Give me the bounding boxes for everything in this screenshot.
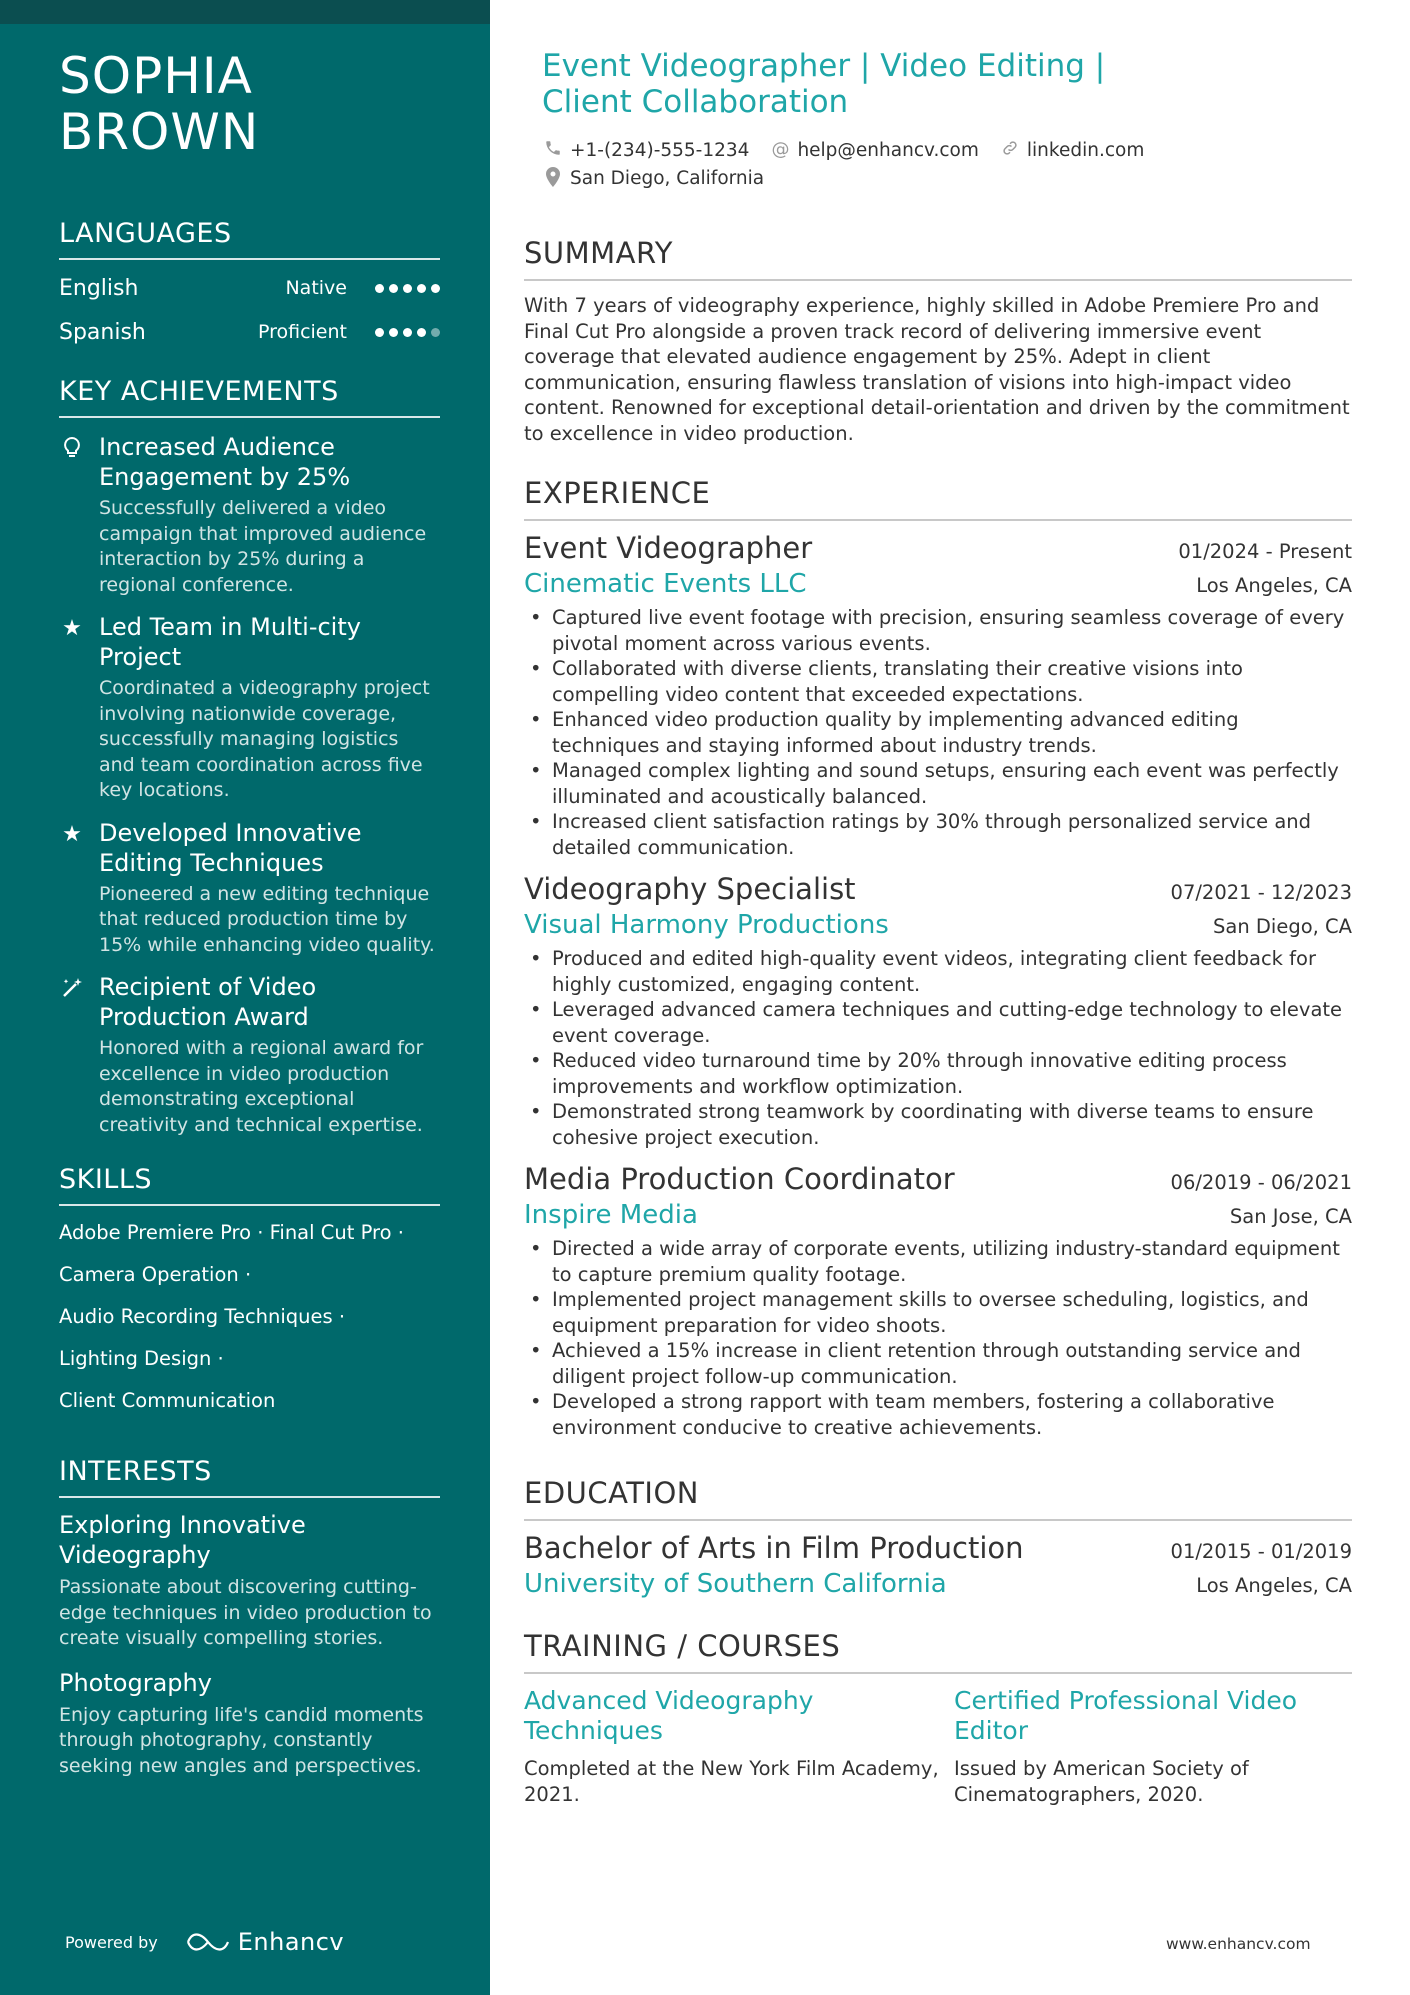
training-title: TRAINING / COURSES bbox=[524, 1629, 1352, 1674]
skills-title: SKILLS bbox=[59, 1164, 440, 1206]
rating-dot bbox=[375, 284, 384, 293]
powered-by bbox=[65, 1928, 344, 1956]
language-level: Proficient bbox=[257, 321, 347, 343]
headline: Event Videographer | Video Editing | Client Collaboration bbox=[542, 48, 1106, 120]
job-dates: 07/2021 - 12/2023 bbox=[1170, 881, 1352, 904]
job-entry bbox=[524, 531, 1352, 860]
bullet: • Implemented project management skills to oversee scheduling, logistics, and equipment preparation for video shoots. bbox=[524, 1287, 1352, 1338]
sidebar-top-band bbox=[0, 0, 490, 24]
job-location: San Jose, CA bbox=[1229, 1205, 1352, 1228]
bullet: • Enhanced video production quality by implementing advanced editing techniques and staying informed about industry trends. bbox=[524, 707, 1352, 758]
language-name: Spanish bbox=[59, 319, 146, 345]
degree: Bachelor of Arts in Film Production bbox=[524, 1531, 1024, 1565]
contact-phone[interactable] bbox=[542, 139, 749, 161]
job-title: Videography Specialist bbox=[524, 872, 856, 906]
skill-line: Audio Recording Techniques · bbox=[59, 1305, 346, 1328]
rating-dot bbox=[417, 328, 426, 337]
rating-dot bbox=[431, 284, 440, 293]
education-dates: 01/2015 - 01/2019 bbox=[1170, 1540, 1352, 1563]
language-level: Native bbox=[285, 277, 347, 299]
achievement-desc: Honored with a regional award for excellence in video production demonstrating exceptional creativity and technical expertise. bbox=[99, 1037, 424, 1136]
bullet: • Increased client satisfaction ratings by 30% through personalized service and detailed communication. bbox=[524, 809, 1352, 860]
linkedin-text: linkedin.com bbox=[1026, 139, 1145, 161]
star-icon: ★ bbox=[62, 821, 82, 847]
language-rating bbox=[375, 284, 440, 293]
name-last: BROWN bbox=[59, 103, 260, 161]
rating-dot bbox=[403, 284, 412, 293]
job-bullets bbox=[524, 946, 1352, 1150]
bullet: • Captured live event footage with precision, ensuring seamless coverage of every pivotal moment across various events. bbox=[524, 605, 1352, 656]
name-first: SOPHIA bbox=[59, 47, 253, 105]
school: University of Southern California bbox=[524, 1569, 947, 1599]
rating-dot bbox=[417, 284, 426, 293]
powered-by-label: Powered by bbox=[65, 1932, 158, 1952]
achievement-desc: Successfully delivered a video campaign that improved audience interaction by 25% during a regional conference. bbox=[99, 497, 427, 596]
job-entry bbox=[524, 1162, 1352, 1440]
interest-title: Exploring Innovative Videography bbox=[59, 1511, 306, 1569]
training-section bbox=[524, 1629, 1352, 1807]
job-title: Media Production Coordinator bbox=[524, 1162, 955, 1196]
experience-section bbox=[524, 476, 1352, 1440]
skill-line: Adobe Premiere Pro · Final Cut Pro · bbox=[59, 1221, 404, 1244]
job-entry bbox=[524, 872, 1352, 1150]
job-title: Event Videographer bbox=[524, 531, 813, 565]
job-bullets bbox=[524, 605, 1352, 860]
at-icon: @ bbox=[771, 139, 790, 160]
course-item bbox=[524, 1686, 954, 1807]
achievement-desc: Pioneered a new editing technique that reduced production time by 15% while enhancing video quality. bbox=[99, 882, 435, 956]
rating-dot bbox=[389, 328, 398, 337]
language-row bbox=[59, 266, 440, 310]
contact-email[interactable] bbox=[769, 139, 978, 161]
contact-location bbox=[542, 167, 764, 189]
interest-title: Photography bbox=[59, 1668, 212, 1697]
phone-text: +1-(234)-555-1234 bbox=[570, 139, 750, 161]
interests-section bbox=[59, 1456, 440, 1779]
skill-line: Camera Operation · bbox=[59, 1263, 252, 1286]
interests-title: INTERESTS bbox=[59, 1456, 440, 1498]
contact-linkedin[interactable] bbox=[999, 139, 1144, 161]
skills-section bbox=[59, 1164, 440, 1422]
bullet: • Directed a wide array of corporate events, utilizing industry-standard equipment to capture premium quality footage. bbox=[524, 1236, 1352, 1287]
bullet: • Managed complex lighting and sound setups, ensuring each event was perfectly illuminated and acoustically balanced. bbox=[524, 758, 1352, 809]
course-desc: Completed at the New York Film Academy, 2021. bbox=[524, 1757, 939, 1806]
course-item bbox=[954, 1686, 1344, 1807]
skill-line: Lighting Design · bbox=[59, 1347, 224, 1370]
interest-item bbox=[59, 1510, 440, 1652]
course-title: Certified Professional Video Editor bbox=[954, 1686, 1298, 1745]
achievements-section bbox=[59, 376, 440, 1138]
main-content bbox=[524, 236, 1352, 1807]
achievements-title: KEY ACHIEVEMENTS bbox=[59, 376, 440, 418]
achievement-item bbox=[59, 432, 440, 598]
lightbulb-icon bbox=[59, 436, 85, 462]
job-company: Visual Harmony Productions bbox=[524, 910, 889, 940]
bullet: • Achieved a 15% increase in client retention through outstanding service and diligent project follow-up communication. bbox=[524, 1338, 1352, 1389]
education-section bbox=[524, 1476, 1352, 1599]
interest-desc: Passionate about discovering cutting-edge techniques in video production to create visually compelling stories. bbox=[59, 1576, 432, 1649]
email-text: help@enhancv.com bbox=[797, 139, 979, 161]
achievement-desc: Coordinated a videography project involving nationwide coverage, successfully managing logistics and team coordination across five key locations. bbox=[99, 677, 430, 801]
magic-wand-icon bbox=[59, 976, 85, 1002]
rating-dot bbox=[403, 328, 412, 337]
location-pin-icon bbox=[542, 167, 564, 189]
achievement-title: Increased Audience Engagement by 25% bbox=[99, 433, 351, 491]
interest-item bbox=[59, 1668, 440, 1780]
interest-desc: Enjoy capturing life's candid moments through photography, constantly seeking new angles and perspectives. bbox=[59, 1703, 424, 1777]
bullet: • Leveraged advanced camera techniques and cutting-edge technology to elevate event coverage. bbox=[524, 997, 1352, 1048]
summary-section bbox=[524, 236, 1352, 446]
bullet: • Produced and edited high-quality event videos, integrating client feedback for highly customized, engaging content. bbox=[524, 946, 1352, 997]
achievement-item bbox=[59, 612, 440, 804]
job-bullets bbox=[524, 1236, 1352, 1440]
job-location: Los Angeles, CA bbox=[1196, 574, 1352, 597]
bullet: • Demonstrated strong teamwork by coordinating with diverse teams to ensure cohesive project execution. bbox=[524, 1099, 1352, 1150]
candidate-name bbox=[59, 48, 440, 160]
bullet: • Collaborated with diverse clients, translating their creative visions into compelling video content that exceeded expectations. bbox=[524, 656, 1352, 707]
language-name: English bbox=[59, 275, 139, 301]
rating-dot-empty bbox=[431, 328, 440, 337]
achievement-title: Developed Innovative Editing Techniques bbox=[99, 818, 362, 877]
experience-title: EXPERIENCE bbox=[524, 476, 1352, 521]
enhancv-logo-icon bbox=[186, 1931, 230, 1953]
achievement-item bbox=[59, 818, 440, 959]
language-rating bbox=[375, 328, 440, 337]
job-location: San Diego, CA bbox=[1213, 915, 1352, 938]
languages-section bbox=[59, 218, 440, 354]
brand-name: Enhancv bbox=[237, 1928, 345, 1956]
skill-line: Client Communication bbox=[59, 1389, 276, 1412]
job-company: Inspire Media bbox=[524, 1200, 698, 1230]
course-desc: Issued by American Society of Cinematographers, 2020. bbox=[954, 1757, 1249, 1806]
bullet: • Reduced video turnaround time by 20% through innovative editing process improvements and workflow optimization. bbox=[524, 1048, 1352, 1099]
link-icon bbox=[999, 139, 1021, 161]
achievement-title: Led Team in Multi-city Project bbox=[99, 613, 361, 671]
contact-info bbox=[542, 136, 1342, 192]
location-text: San Diego, California bbox=[570, 167, 765, 189]
education-location: Los Angeles, CA bbox=[1196, 1574, 1352, 1597]
job-company: Cinematic Events LLC bbox=[524, 569, 807, 599]
summary-title: SUMMARY bbox=[524, 236, 1352, 281]
footer-url[interactable]: www.enhancv.com bbox=[1166, 1935, 1311, 1953]
phone-icon bbox=[542, 139, 564, 161]
rating-dot bbox=[375, 328, 384, 337]
achievement-title: Recipient of Video Production Award bbox=[99, 973, 317, 1031]
bullet: • Developed a strong rapport with team members, fostering a collaborative environment conducive to creative achievements. bbox=[524, 1389, 1352, 1440]
achievement-item bbox=[59, 972, 440, 1138]
job-dates: 06/2019 - 06/2021 bbox=[1170, 1171, 1352, 1194]
summary-text: With 7 years of videography experience, highly skilled in Adobe Premiere Pro and Final Cut Pro alongside a proven track record of delivering immersive event coverage that elevated audience engagement by 25%. Adept in client communication, ensuring flawless translation of visions into high-impact video content. Renowned for exceptional detail-orientation and driven by the commitment to excellence in video production. bbox=[524, 294, 1350, 445]
course-title: Advanced Videography Techniques bbox=[524, 1686, 814, 1745]
language-row bbox=[59, 310, 440, 354]
job-dates: 01/2024 - Present bbox=[1178, 540, 1352, 563]
rating-dot bbox=[389, 284, 398, 293]
enhancv-logo[interactable] bbox=[186, 1928, 344, 1956]
languages-title: LANGUAGES bbox=[59, 218, 440, 260]
sidebar bbox=[0, 0, 490, 1995]
star-icon: ★ bbox=[62, 616, 82, 641]
education-title: EDUCATION bbox=[524, 1476, 1352, 1521]
